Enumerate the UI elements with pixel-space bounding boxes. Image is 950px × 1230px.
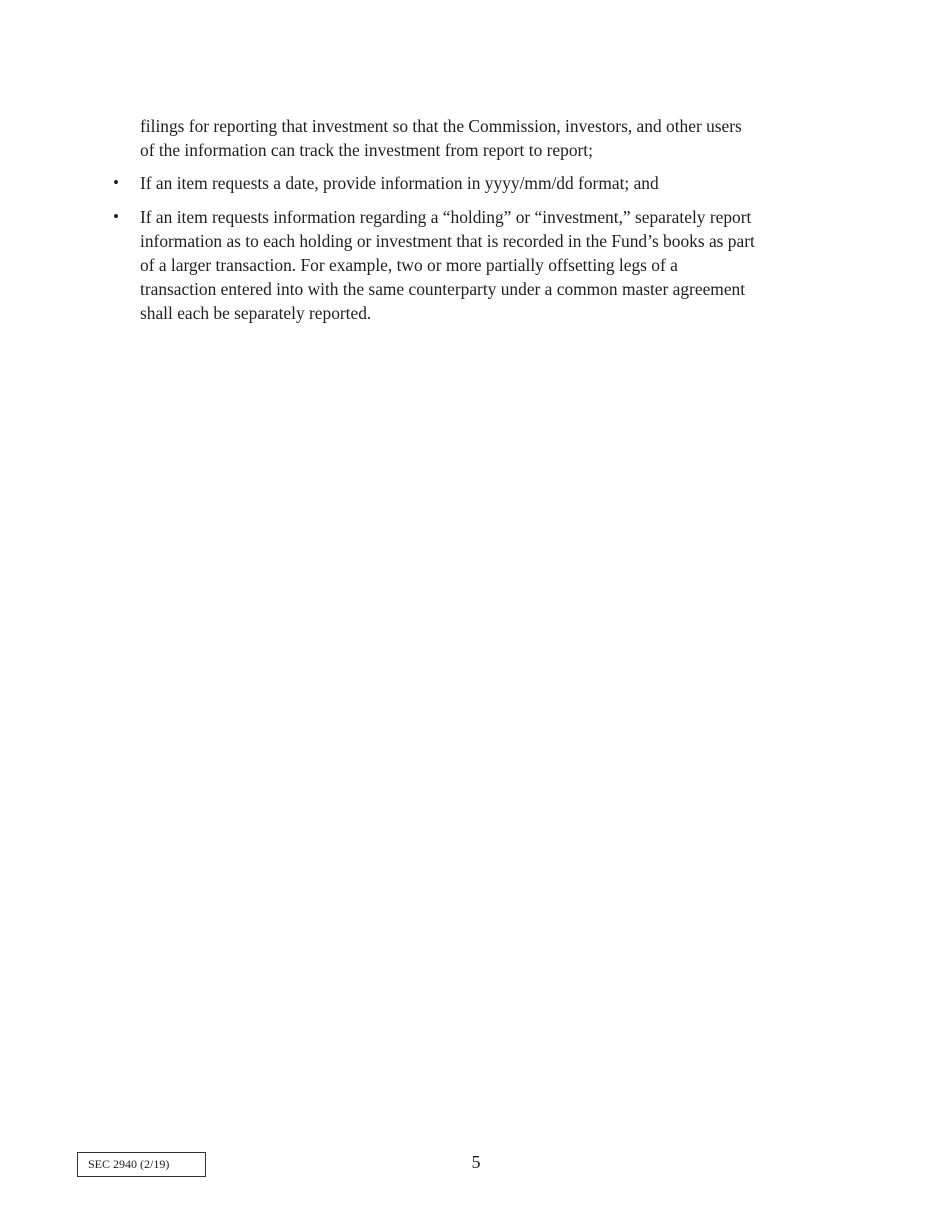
bullet-icon: • <box>113 207 119 226</box>
continuation-paragraph <box>140 114 742 162</box>
bullet-line: of a larger transaction. For example, two or more partially offsetting legs of a <box>140 255 678 275</box>
bullet-icon: • <box>113 173 119 192</box>
bullet-line: shall each be separately reported. <box>140 303 372 323</box>
page-number: 5 <box>471 1152 481 1172</box>
paragraph-line: of the information can track the investment from report to report; <box>140 140 593 160</box>
bullet-line: If an item requests a date, provide information in yyyy/mm/dd format; and <box>140 173 659 193</box>
bullet-text <box>140 171 659 195</box>
bullet-line: transaction entered into with the same counterparty under a common master agreement <box>140 279 746 299</box>
bullet-line: If an item requests information regarding a “holding” or “investment,” separately report <box>140 207 752 227</box>
bullet-text <box>140 205 755 325</box>
bullet-line: information as to each holding or investment that is recorded in the Fund’s books as part <box>140 231 755 251</box>
form-id-box: SEC 2940 (2/19) <box>77 1152 206 1177</box>
paragraph-line: filings for reporting that investment so that the Commission, investors, and other users <box>140 116 742 136</box>
